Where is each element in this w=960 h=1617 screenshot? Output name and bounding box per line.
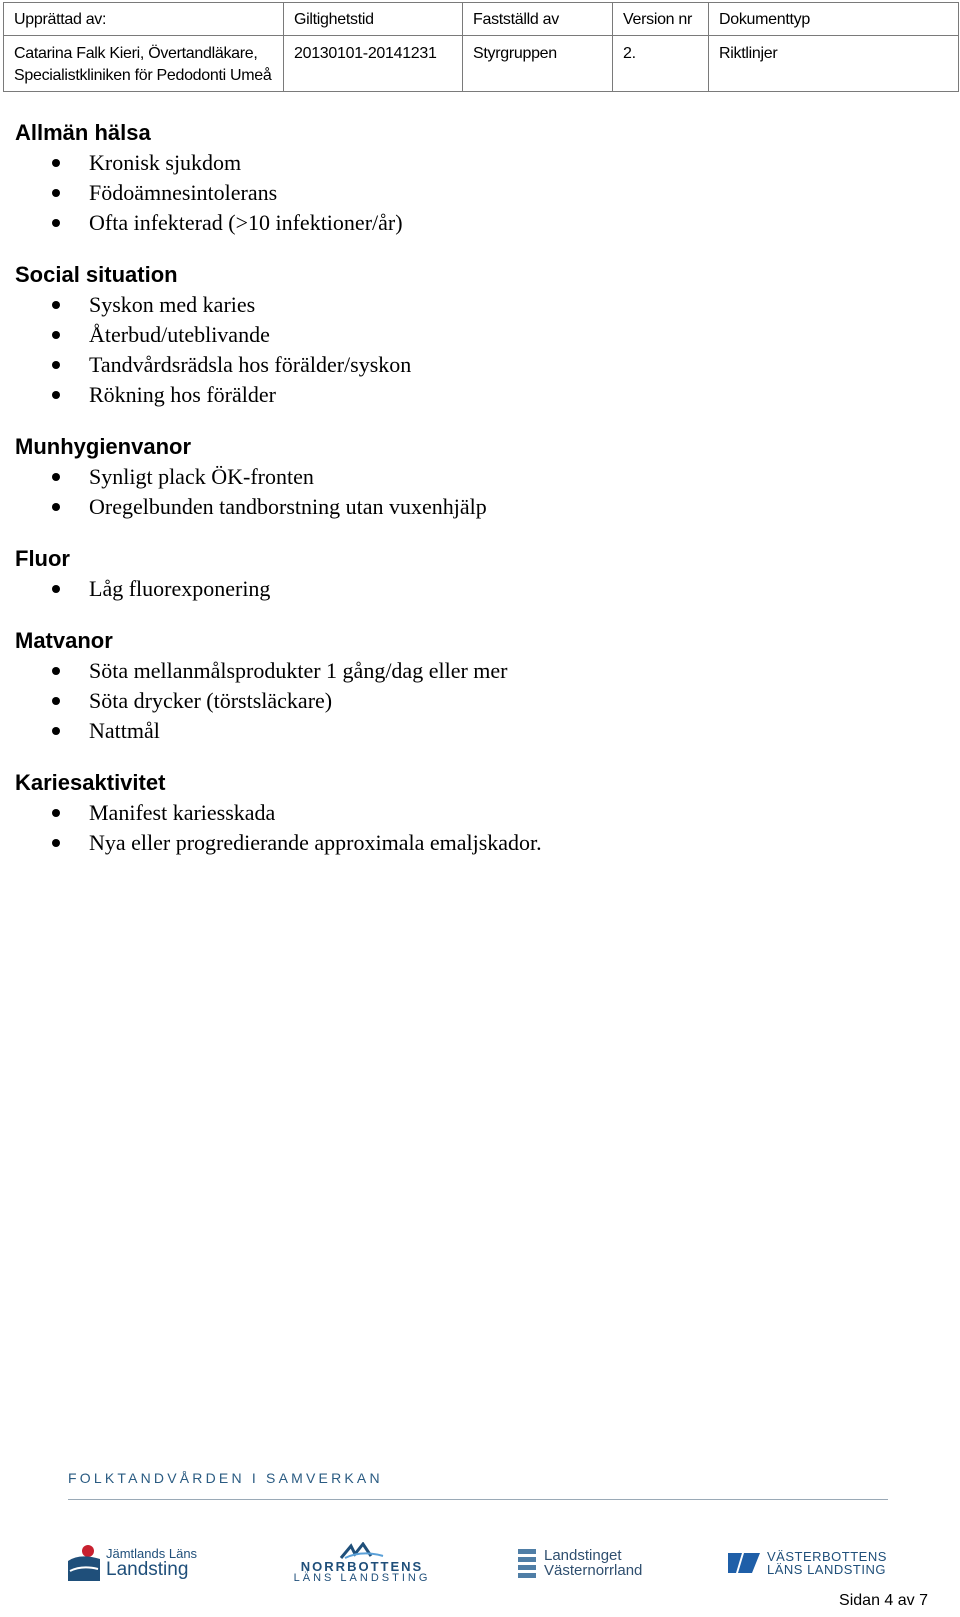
section-list-fluor xyxy=(15,574,935,604)
label-validity: Giltighetstid xyxy=(284,3,463,36)
value-approved-by: Styrgruppen xyxy=(463,36,613,92)
norrbotten-logo xyxy=(292,1538,432,1588)
section-list-social-situation xyxy=(15,290,935,410)
author-line-1: Catarina Falk Kieri, Övertandläkare, xyxy=(14,45,258,62)
vasternorrland-line-2: Västernorrland xyxy=(544,1562,643,1579)
list-item: Manifest kariesskada xyxy=(15,798,935,828)
jamtland-emblem-icon xyxy=(66,1543,102,1583)
section-list-matvanor xyxy=(15,656,935,746)
section-list-kariesaktivitet xyxy=(15,798,935,858)
bullet-icon xyxy=(52,839,60,847)
vasterbotten-line-2: LÄNS LANDSTING xyxy=(767,1562,886,1577)
page-number: Sidan 4 av 7 xyxy=(839,1592,928,1609)
footer-divider xyxy=(68,1499,888,1500)
section-title-kariesaktivitet: Kariesaktivitet xyxy=(15,770,166,795)
vasterbotten-logo xyxy=(726,1538,896,1588)
value-author xyxy=(4,36,284,92)
list-item: Nattmål xyxy=(15,716,935,746)
document-body xyxy=(15,118,935,880)
bullet-icon xyxy=(52,361,60,369)
list-item: Nya eller progredierande approximala emaljskador. xyxy=(15,828,935,858)
value-validity: 20130101-20141231 xyxy=(284,36,463,92)
vasternorrland-line-1: Landstinget xyxy=(544,1547,622,1564)
list-item: Kronisk sjukdom xyxy=(15,148,935,178)
bullet-icon xyxy=(52,809,60,817)
footer-logos xyxy=(66,1538,896,1588)
list-item: Söta mellanmålsprodukter 1 gång/dag eller mer xyxy=(15,656,935,686)
list-item: Rökning hos förälder xyxy=(15,380,935,410)
footer-band xyxy=(68,1469,888,1500)
list-item: Syskon med karies xyxy=(15,290,935,320)
list-item: Synligt plack ÖK-fronten xyxy=(15,462,935,492)
list-item: Låg fluorexponering xyxy=(15,574,935,604)
bullet-icon xyxy=(52,585,60,593)
section-title-allman-halsa: Allmän hälsa xyxy=(15,120,151,145)
jamtland-line-2: Landsting xyxy=(106,1559,189,1580)
value-version: 2. xyxy=(613,36,709,92)
bullet-icon xyxy=(52,189,60,197)
norrbotten-line-1: NORRBOTTENS xyxy=(300,1559,424,1574)
bullet-icon xyxy=(52,697,60,705)
section-list-munhygienvanor xyxy=(15,462,935,522)
bullet-icon xyxy=(52,159,60,167)
bullet-icon xyxy=(52,331,60,339)
section-title-fluor: Fluor xyxy=(15,546,70,571)
bullet-icon xyxy=(52,219,60,227)
jamtland-line-1: Jämtlands Läns xyxy=(106,1546,198,1561)
folktandvarden-band-text: FOLKTANDVÅRDEN I SAMVERKAN xyxy=(68,1470,383,1486)
list-item: Ofta infekterad (>10 infektioner/år) xyxy=(15,208,935,238)
vasterbotten-line-1: VÄSTERBOTTENS xyxy=(767,1549,887,1564)
vasterbotten-emblem-icon xyxy=(726,1549,762,1577)
section-title-social-situation: Social situation xyxy=(15,262,178,287)
list-item: Tandvårdsrädsla hos förälder/syskon xyxy=(15,350,935,380)
list-item: Oregelbunden tandborstning utan vuxenhjälp xyxy=(15,492,935,522)
vasternorrland-logo xyxy=(516,1538,666,1588)
header-values-row xyxy=(4,36,959,92)
value-doc-type: Riktlinjer xyxy=(709,36,959,92)
header-labels-row xyxy=(4,3,959,36)
label-doc-type: Dokumenttyp xyxy=(709,3,959,36)
label-approved-by: Fastställd av xyxy=(463,3,613,36)
author-line-2: Specialistkliniken för Pedodonti Umeå xyxy=(14,67,272,84)
section-title-munhygienvanor: Munhygienvanor xyxy=(15,434,192,459)
bullet-icon xyxy=(52,503,60,511)
list-item: Söta drycker (törstsläckare) xyxy=(15,686,935,716)
section-list-allman-halsa xyxy=(15,148,935,238)
vasternorrland-emblem-icon xyxy=(516,1547,538,1579)
document-header-table xyxy=(3,2,959,92)
norrbotten-line-2: LÄNS LANDSTING xyxy=(293,1572,431,1584)
list-item: Återbud/uteblivande xyxy=(15,320,935,350)
bullet-icon xyxy=(52,391,60,399)
label-author: Upprättad av: xyxy=(4,3,284,36)
bullet-icon xyxy=(52,667,60,675)
list-item: Födoämnesintolerans xyxy=(15,178,935,208)
norrbotten-emblem-icon xyxy=(337,1542,387,1560)
bullet-icon xyxy=(52,301,60,309)
bullet-icon xyxy=(52,727,60,735)
bullet-icon xyxy=(52,473,60,481)
label-version: Version nr xyxy=(613,3,709,36)
section-title-matvanor: Matvanor xyxy=(15,628,113,653)
jamtland-logo xyxy=(66,1538,206,1588)
